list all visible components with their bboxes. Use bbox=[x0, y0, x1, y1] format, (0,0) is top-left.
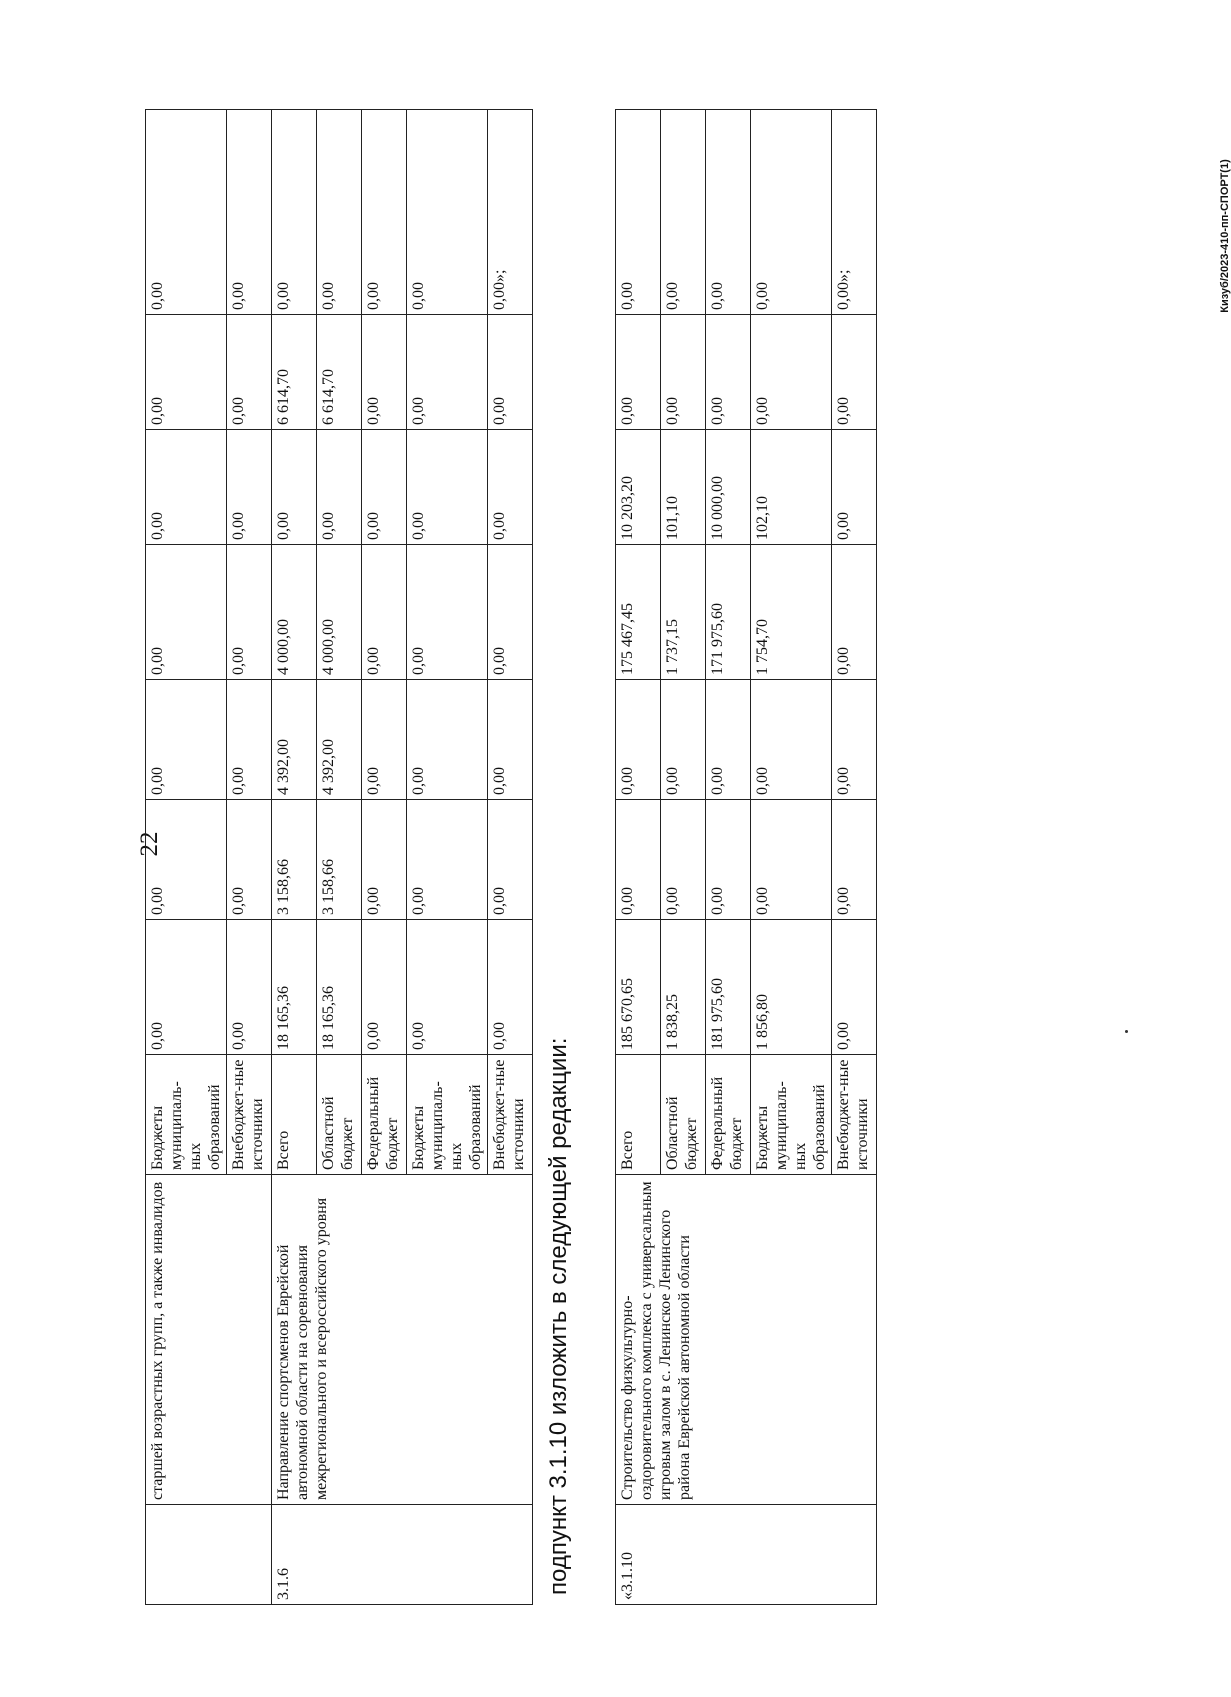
amount-cell: 0,00 bbox=[407, 430, 488, 545]
table-row bbox=[616, 110, 661, 1605]
scan-dot bbox=[1125, 1030, 1128, 1033]
amount-cell: 0,00 bbox=[362, 545, 407, 680]
amount-cell: 0,00 bbox=[661, 800, 706, 920]
amount-cell: 0,00 bbox=[751, 110, 832, 315]
amount-cell: 0,00 bbox=[317, 110, 362, 315]
amount-cell: 0,00 bbox=[146, 680, 227, 800]
amount-cell: 0,00 bbox=[488, 800, 533, 920]
amount-cell: 1 856,80 bbox=[751, 920, 832, 1055]
amount-cell: 0,00 bbox=[661, 680, 706, 800]
amount-cell: 18 165,36 bbox=[272, 920, 317, 1055]
funding-source: Областной бюджет bbox=[317, 1055, 362, 1175]
item-number bbox=[146, 1505, 272, 1605]
amount-cell: 0,00 bbox=[832, 920, 877, 1055]
amount-cell: 4 392,00 bbox=[317, 680, 362, 800]
amount-cell: 4 000,00 bbox=[272, 545, 317, 680]
amount-cell: 0,00 bbox=[362, 315, 407, 430]
amount-cell: 181 975,60 bbox=[706, 920, 751, 1055]
funding-source: Бюджеты муниципаль-ных образований bbox=[407, 1055, 488, 1175]
amount-cell: 0,00 bbox=[407, 680, 488, 800]
amount-cell: 0,00 bbox=[146, 920, 227, 1055]
item-number: 3.1.6 bbox=[272, 1505, 533, 1605]
funding-source: Всего bbox=[616, 1055, 661, 1175]
amount-cell: 0,00 bbox=[661, 315, 706, 430]
amount-cell: 0,00»; bbox=[832, 110, 877, 315]
amount-cell: 0,00 bbox=[488, 920, 533, 1055]
amount-cell: 175 467,45 bbox=[616, 545, 661, 680]
amount-cell: 0,00 bbox=[706, 315, 751, 430]
amount-cell: 0,00 bbox=[407, 545, 488, 680]
amount-cell: 4 392,00 bbox=[272, 680, 317, 800]
amount-cell: 1 754,70 bbox=[751, 545, 832, 680]
amount-cell: 0,00 bbox=[616, 315, 661, 430]
budget-table-bottom bbox=[615, 109, 877, 1605]
amount-cell: 102,10 bbox=[751, 430, 832, 545]
funding-source: Всего bbox=[272, 1055, 317, 1175]
amount-cell: 1 737,15 bbox=[661, 545, 706, 680]
amount-cell: 3 158,66 bbox=[317, 800, 362, 920]
amount-cell: 3 158,66 bbox=[272, 800, 317, 920]
amount-cell: 0,00 bbox=[407, 800, 488, 920]
funding-source: Федеральный бюджет bbox=[362, 1055, 407, 1175]
amount-cell: 0,00 bbox=[751, 315, 832, 430]
amount-cell: 0,00 bbox=[706, 110, 751, 315]
funding-source: Бюджеты муниципаль-ных образований bbox=[751, 1055, 832, 1175]
funding-source: Бюджеты муниципаль-ных образований bbox=[146, 1055, 227, 1175]
item-name: старшей возрастных групп, а также инвалидов bbox=[146, 1175, 272, 1505]
amount-cell: 0,00 bbox=[272, 110, 317, 315]
amount-cell: 0,00 bbox=[227, 545, 272, 680]
amount-cell: 6 614,70 bbox=[272, 315, 317, 430]
amount-cell: 10 203,20 bbox=[616, 430, 661, 545]
amount-cell: 0,00 bbox=[146, 545, 227, 680]
amount-cell: 0,00 bbox=[488, 315, 533, 430]
amount-cell: 101,10 bbox=[661, 430, 706, 545]
rotated-content bbox=[145, 110, 1025, 1605]
budget-table-top bbox=[145, 109, 533, 1605]
funding-source: Областной бюджет bbox=[661, 1055, 706, 1175]
amount-cell: 0,00 bbox=[146, 315, 227, 430]
amount-cell: 0,00 bbox=[227, 920, 272, 1055]
amount-cell: 4 000,00 bbox=[317, 545, 362, 680]
amount-cell: 0,00 bbox=[488, 680, 533, 800]
amount-cell: 0,00 bbox=[832, 800, 877, 920]
amount-cell: 0,00 bbox=[362, 800, 407, 920]
amount-cell: 18 165,36 bbox=[317, 920, 362, 1055]
instruction-text: подпункт 3.1.10 изложить в следующей редакции: bbox=[545, 1037, 572, 1595]
amount-cell: 0,00 bbox=[616, 800, 661, 920]
amount-cell: 0,00 bbox=[832, 315, 877, 430]
amount-cell: 0,00 bbox=[488, 430, 533, 545]
amount-cell: 185 670,65 bbox=[616, 920, 661, 1055]
amount-cell: 0,00 bbox=[706, 680, 751, 800]
amount-cell: 10 000,00 bbox=[706, 430, 751, 545]
amount-cell: 0,00 bbox=[317, 430, 362, 545]
amount-cell: 0,00 bbox=[616, 680, 661, 800]
amount-cell: 171 975,60 bbox=[706, 545, 751, 680]
item-name: Направление спортсменов Еврейской автономной области на соревнования межрегионального и всероссийского уровня bbox=[272, 1175, 533, 1505]
item-name: Строительство физкультурно-оздоровительного комплекса с универсальным игровым залом в с. Ленинское Ленинского района Еврейской автономной области bbox=[616, 1175, 877, 1505]
amount-cell: 0,00 bbox=[272, 430, 317, 545]
amount-cell: 0,00 bbox=[362, 430, 407, 545]
funding-source: Внебюджет-ные источники bbox=[227, 1055, 272, 1175]
table-row bbox=[272, 110, 317, 1605]
amount-cell: 0,00 bbox=[146, 800, 227, 920]
amount-cell: 0,00»; bbox=[488, 110, 533, 315]
amount-cell: 0,00 bbox=[227, 800, 272, 920]
amount-cell: 0,00 bbox=[407, 315, 488, 430]
amount-cell: 6 614,70 bbox=[317, 315, 362, 430]
amount-cell: 0,00 bbox=[488, 545, 533, 680]
amount-cell: 0,00 bbox=[832, 680, 877, 800]
table-row bbox=[146, 110, 227, 1605]
funding-source: Внебюджет-ные источники bbox=[832, 1055, 877, 1175]
amount-cell: 0,00 bbox=[832, 430, 877, 545]
amount-cell: 0,00 bbox=[146, 430, 227, 545]
amount-cell: 0,00 bbox=[227, 315, 272, 430]
page-number: 22 bbox=[136, 831, 163, 857]
amount-cell: 0,00 bbox=[227, 430, 272, 545]
amount-cell: 0,00 bbox=[227, 680, 272, 800]
amount-cell: 0,00 bbox=[832, 545, 877, 680]
item-number: «3.1.10 bbox=[616, 1505, 877, 1605]
amount-cell: 0,00 bbox=[661, 110, 706, 315]
amount-cell: 0,00 bbox=[751, 680, 832, 800]
amount-cell: 0,00 bbox=[616, 110, 661, 315]
amount-cell: 0,00 bbox=[362, 110, 407, 315]
amount-cell: 0,00 bbox=[362, 680, 407, 800]
amount-cell: 0,00 bbox=[362, 920, 407, 1055]
amount-cell: 0,00 bbox=[751, 800, 832, 920]
amount-cell: 0,00 bbox=[706, 800, 751, 920]
amount-cell: 0,00 bbox=[227, 110, 272, 315]
amount-cell: 1 838,25 bbox=[661, 920, 706, 1055]
document-code: Кизуб/2023-410-пп-СПОРТ(1) bbox=[1219, 159, 1231, 313]
funding-source: Федеральный бюджет bbox=[706, 1055, 751, 1175]
amount-cell: 0,00 bbox=[407, 920, 488, 1055]
amount-cell: 0,00 bbox=[146, 110, 227, 315]
funding-source: Внебюджет-ные источники bbox=[488, 1055, 533, 1175]
amount-cell: 0,00 bbox=[407, 110, 488, 315]
